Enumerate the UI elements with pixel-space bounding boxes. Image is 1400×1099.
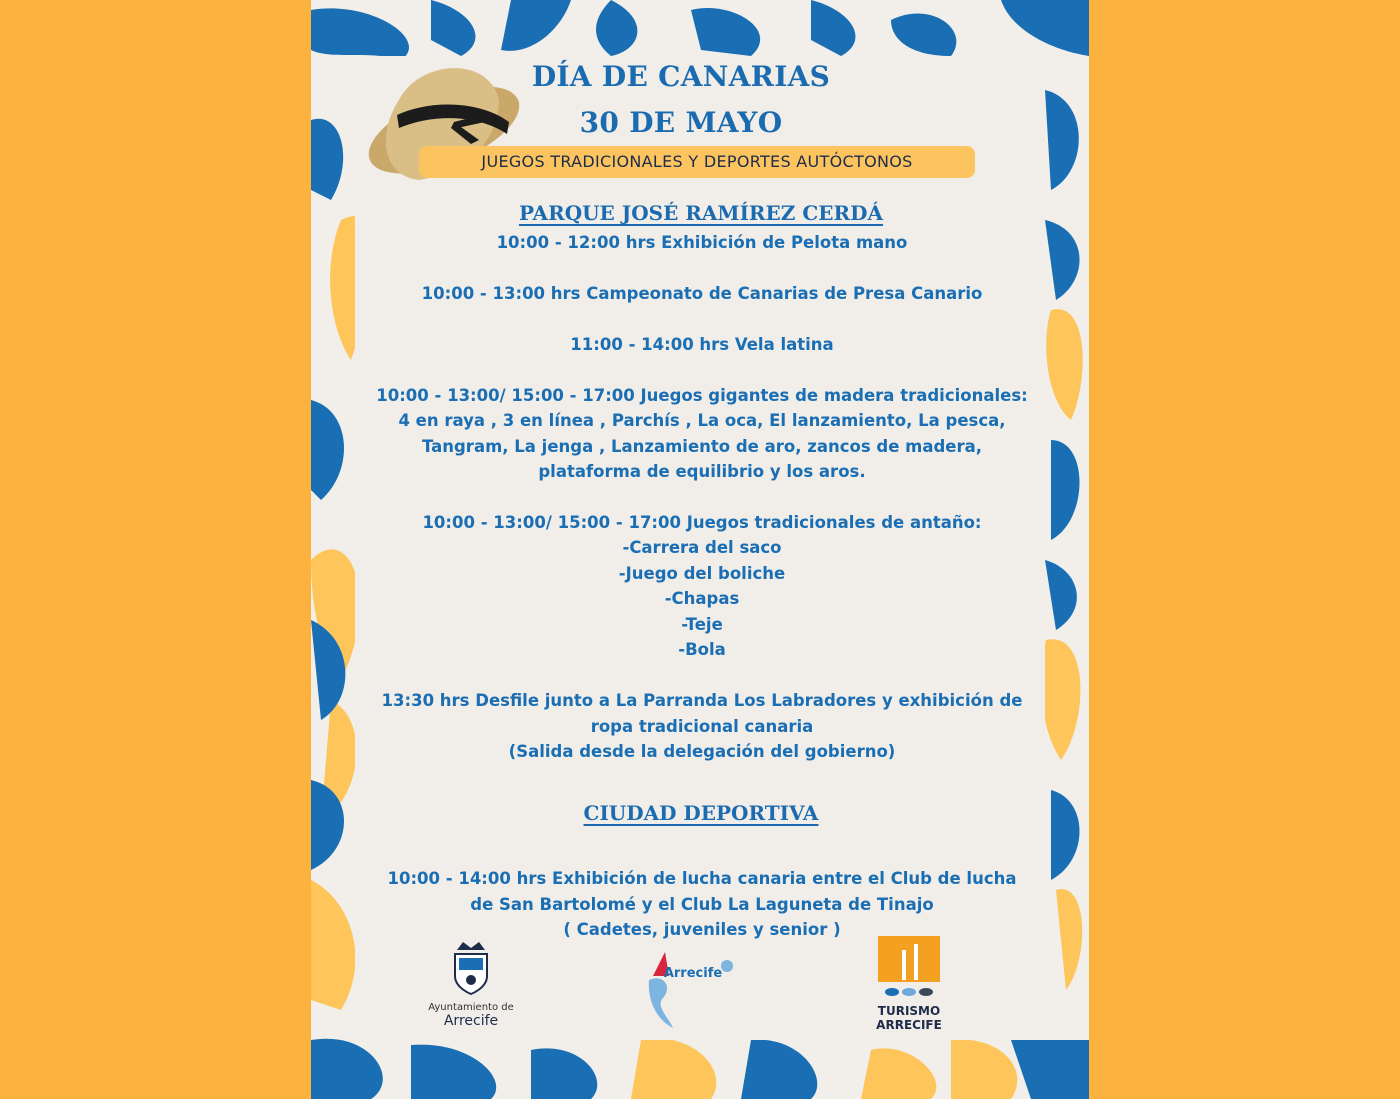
schedule-line: 10:00 - 14:00 hrs Exhibición de lucha canaria entre el Club de lucha bbox=[387, 869, 1017, 888]
schedule-line: ropa tradicional canaria bbox=[590, 717, 814, 736]
list-item: -Bola bbox=[678, 640, 726, 659]
schedule-line: 13:30 hrs Desfile junto a La Parranda Los Labradores y exhibición de bbox=[381, 691, 1023, 710]
schedule-line: ( Cadetes, juveniles y senior ) bbox=[563, 920, 841, 939]
schedule-line: 10:00 - 13:00/ 15:00 - 17:00 Juegos gigantes de madera tradicionales: bbox=[376, 386, 1028, 405]
schedule-line: 4 en raya , 3 en línea , Parchís , La oca, El lanzamiento, La pesca, bbox=[398, 411, 1006, 430]
coat-of-arms-icon bbox=[451, 940, 491, 996]
schedule-line: de San Bartolomé y el Club La Laguneta de Tinajo bbox=[470, 895, 934, 914]
schedule-line: Tangram, La jenga , Lanzamiento de aro, zancos de madera, bbox=[421, 437, 983, 456]
page-title-line2: 30 DE MAYO bbox=[579, 106, 783, 139]
ayuntamiento-label: Ayuntamiento de bbox=[428, 1002, 514, 1013]
list-item: -Carrera del saco bbox=[622, 538, 782, 557]
turismo-label-line1: TURISMO bbox=[877, 1004, 941, 1018]
poster bbox=[311, 0, 1089, 1099]
subtitle-text: JUEGOS TRADICIONALES Y DEPORTES AUTÓCTONOS bbox=[481, 152, 913, 171]
schedule-line: 10:00 - 12:00 hrs Exhibición de Pelota mano bbox=[496, 233, 908, 252]
list-item: -Chapas bbox=[664, 589, 740, 608]
schedule-line: 10:00 - 13:00 hrs Campeonato de Canarias de Presa Canario bbox=[421, 284, 983, 303]
schedule-line: (Salida desde la delegación del gobierno) bbox=[508, 742, 896, 761]
list-item: -Juego del boliche bbox=[618, 564, 786, 583]
section-heading-ciudad: CIUDAD DEPORTIVA bbox=[583, 801, 819, 825]
arrecife-logo-text: Arrecife bbox=[663, 966, 723, 981]
page-title-line1: DÍA DE CANARIAS bbox=[531, 60, 831, 93]
section-heading-parque: PARQUE JOSÉ RAMÍREZ CERDÁ bbox=[518, 201, 884, 225]
turismo-label-line2: ARRECIFE bbox=[876, 1018, 942, 1032]
schedule-line: 11:00 - 14:00 hrs Vela latina bbox=[570, 335, 834, 354]
arrecife-logo-icon bbox=[643, 946, 739, 1032]
turismo-logo-icon bbox=[878, 936, 940, 998]
schedule-line: plataforma de equilibrio y los aros. bbox=[538, 462, 866, 481]
list-item: -Teje bbox=[681, 615, 723, 634]
schedule-line: 10:00 - 13:00/ 15:00 - 17:00 Juegos tradicionales de antaño: bbox=[422, 513, 982, 532]
ayuntamiento-name: Arrecife bbox=[443, 1013, 499, 1029]
